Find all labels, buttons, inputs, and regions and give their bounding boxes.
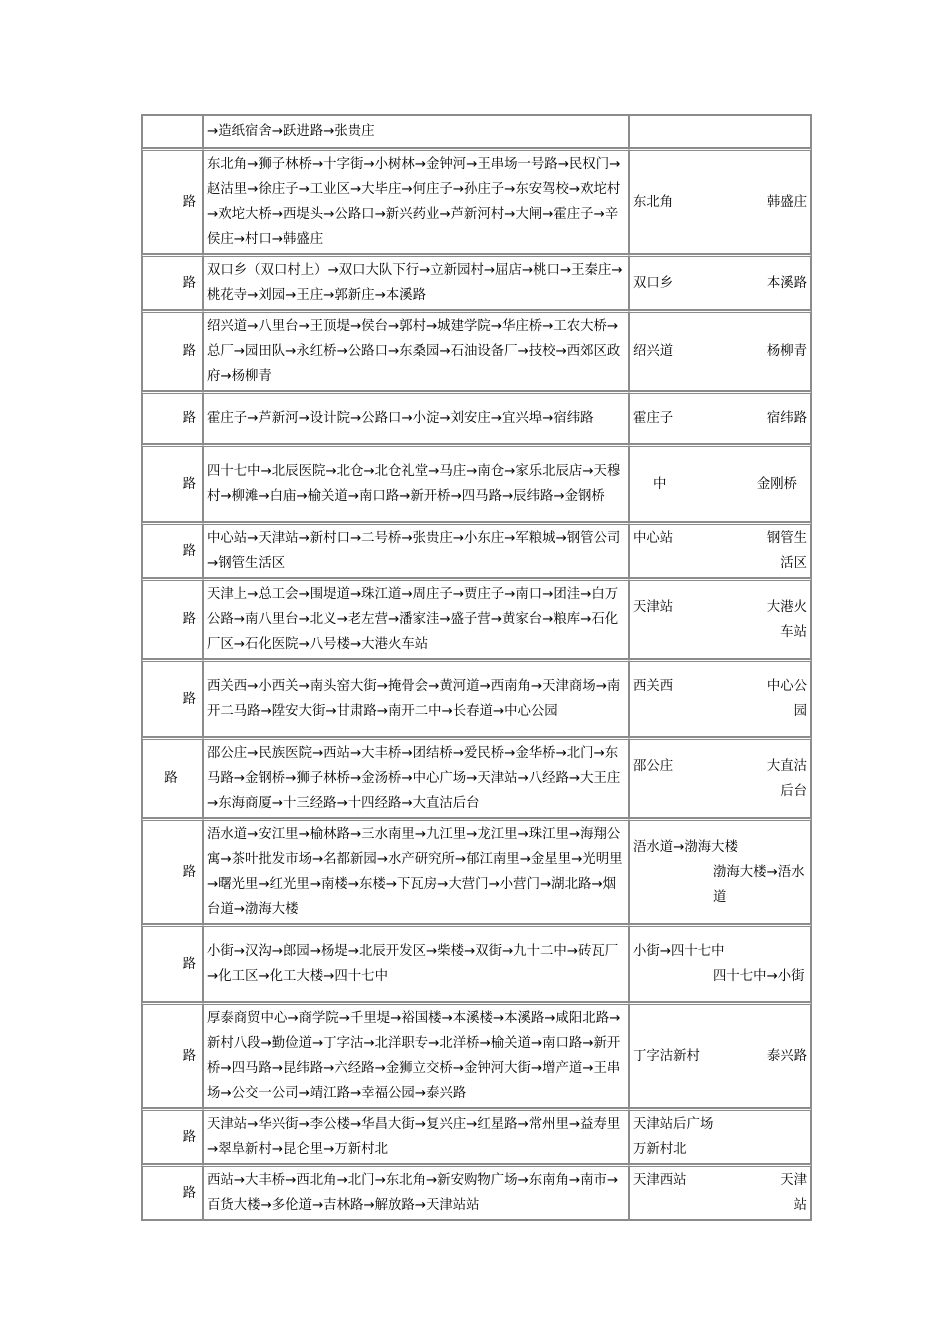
terminal-cell	[629, 444, 811, 522]
table-row	[142, 522, 811, 578]
route-stops-cell: 四十七中→北辰医院→北仓→北仓礼堂→马庄→南仓→家乐北辰店→天穆村→柳滩→白庙→榆关道→南口路→新开桥→四马路→辰纬路→金钢桥	[203, 444, 629, 522]
route-number-cell: 路	[142, 310, 203, 391]
route-stops-cell: 天津站→华兴街→李公楼→华昌大街→复兴庄→红星路→常州里→益寿里→翠阜新村→昆仑里→万新村北	[203, 1108, 629, 1164]
terminal-end: 四十七中→小街	[713, 969, 805, 984]
terminal-start: 天津西站	[633, 1173, 687, 1188]
route-stops-cell: 西站→大丰桥→西北角→北门→东北角→新安购物广场→东南角→南市→百货大楼→多伦道→吉林路→解放路→天津站站	[203, 1164, 629, 1220]
terminal-start: 中	[653, 476, 667, 492]
route-stops-cell: 中心站→天津站→新村口→二号桥→张贵庄→小东庄→军粮城→钢管公司→钢管生活区	[203, 522, 629, 578]
terminal-end: 渤海大楼→浯水道	[713, 864, 805, 905]
terminal-start: 霍庄子	[633, 411, 674, 426]
terminal-end: 杨柳青	[766, 344, 807, 359]
table-row	[142, 310, 811, 391]
table-row	[142, 1108, 811, 1164]
terminal-cell	[629, 737, 811, 818]
route-stops-cell: 小街→汉沟→郎园→杨堤→北辰开发区→柴楼→双街→九十二中→砖瓦厂→化工区→化工大楼→四十七中	[203, 924, 629, 1002]
table-row	[142, 444, 811, 522]
terminal-cell	[629, 391, 811, 444]
route-number-cell: 路	[142, 522, 203, 578]
table-row	[142, 818, 811, 924]
terminal-start: 丁字沽新村	[633, 1048, 700, 1064]
terminal-end: 韩盛庄	[766, 194, 807, 210]
route-number-cell: 路	[142, 1164, 203, 1220]
route-stops-cell: 东北角→狮子林桥→十字街→小树林→金钟河→王串场一号路→民权门→赵沽里→徐庄子→工业区→大毕庄→何庄子→孙庄子→东安驾校→欢坨村→欢坨大桥→西堤头→公路口→新兴药业→芦新河村→大闸→霍庄子→辛侯庄→村口→韩盛庄	[203, 148, 629, 254]
terminal-start: 天津站后广场	[633, 1117, 714, 1132]
route-stops-cell: 霍庄子→芦新河→设计院→公路口→小淀→刘安庄→宜兴埠→宿纬路	[203, 391, 629, 444]
route-number-cell: 路	[142, 578, 203, 659]
route-number-cell: 路	[142, 1002, 203, 1108]
route-number-cell: 路	[142, 444, 203, 522]
terminal-cell	[629, 1164, 811, 1220]
table-row	[142, 659, 811, 737]
route-number-cell: 路	[142, 254, 203, 310]
terminal-end: 大直沽后台	[766, 758, 807, 799]
terminal-start: 绍兴道	[633, 344, 674, 359]
terminal-cell	[629, 578, 811, 659]
route-stops-cell: 浯水道→安江里→榆林路→三水南里→九江里→龙江里→珠江里→海翔公寓→茶叶批发市场→名都新园→水产研究所→郁江南里→金星里→光明里→曙光里→红光里→南楼→东楼→下瓦房→大营门→小营门→湖北路→烟台道→渤海大楼	[203, 818, 629, 924]
table-row	[142, 391, 811, 444]
route-stops-cell: 天津上→总工会→围堤道→珠江道→周庄子→贾庄子→南口→团洼→白万公路→南八里台→北义→老左营→潘家洼→盛子营→黄家台→粮库→石化厂区→石化医院→八号楼→大港火车站	[203, 578, 629, 659]
terminal-end: 中心公园	[766, 679, 807, 719]
table-row	[142, 254, 811, 310]
terminal-start: 西关西	[633, 679, 674, 694]
terminal-start: 天津站	[633, 599, 674, 615]
table-row	[142, 578, 811, 659]
table-row	[142, 924, 811, 1002]
terminal-end: 万新村北	[633, 1142, 687, 1157]
route-number-cell	[142, 115, 203, 148]
route-number-cell: 路	[142, 818, 203, 924]
terminal-cell	[629, 522, 811, 578]
table-row	[142, 737, 811, 818]
terminal-end: 本溪路	[766, 275, 807, 291]
route-stops-cell: →造纸宿舍→跃进路→张贵庄	[203, 115, 629, 148]
terminal-end: 钢管生活区	[766, 531, 807, 571]
terminal-start: 邵公庄	[633, 758, 674, 774]
route-number-cell: 路	[142, 659, 203, 737]
route-stops-cell: 双口乡（双口村上）→双口大队下行→立新园村→屈店→桃口→王秦庄→桃花寺→刘园→王庄→郭新庄→本溪路	[203, 254, 629, 310]
terminal-start: 小街→四十七中	[633, 944, 725, 959]
terminal-cell	[629, 924, 811, 1002]
terminal-end: 金刚桥	[756, 476, 797, 492]
terminal-end: 大港火车站	[766, 599, 807, 640]
route-stops-cell: 厚泰商贸中心→商学院→千里堤→裕国楼→本溪楼→本溪路→咸阳北路→新村八段→勤俭道→丁字沽→北洋职专→北洋桥→榆关道→南口路→新开桥→四马路→昆纬路→六经路→金狮立交桥→金钟河大街→增产道→王串场→公交一公司→靖江路→幸福公园→泰兴路	[203, 1002, 629, 1108]
table-row	[142, 1002, 811, 1108]
route-number-cell: 路	[142, 391, 203, 444]
terminal-end: 泰兴路	[766, 1048, 807, 1064]
table-row	[142, 115, 811, 148]
route-number-cell: 路	[142, 924, 203, 1002]
terminal-cell	[629, 1108, 811, 1164]
route-stops-cell: 邵公庄→民族医院→西站→大丰桥→团结桥→爱民桥→金华桥→北门→东马路→金钢桥→狮子林桥→金汤桥→中心广场→天津站→八经路→大王庄→东海商厦→十三经路→十四经路→大直沽后台	[203, 737, 629, 818]
terminal-start: 东北角	[633, 194, 674, 210]
terminal-cell	[629, 659, 811, 737]
terminal-cell	[629, 818, 811, 924]
terminal-cell	[629, 310, 811, 391]
bus-route-table	[141, 114, 812, 1221]
terminal-end: 天津站	[780, 1173, 807, 1213]
terminal-end: 宿纬路	[766, 411, 807, 426]
route-stops-cell: 绍兴道→八里台→王顶堤→侯台→郭村→城建学院→华庄桥→工农大桥→总厂→园田队→永红桥→公路口→东桑园→石油设备厂→技校→西郊区政府→杨柳青	[203, 310, 629, 391]
route-stops-cell: 西关西→小西关→南头窑大街→掩骨会→黄河道→西南角→天津商场→南开二马路→陞安大街→甘肃路→南开二中→长春道→中心公园	[203, 659, 629, 737]
route-number-cell: 路	[142, 737, 203, 818]
route-number-cell: 路	[142, 1108, 203, 1164]
route-number-cell: 路	[142, 148, 203, 254]
terminal-cell	[629, 1002, 811, 1108]
table-row	[142, 148, 811, 254]
terminal-cell	[629, 254, 811, 310]
terminal-cell	[629, 115, 811, 148]
terminal-start: 双口乡	[633, 275, 674, 291]
table-row	[142, 1164, 811, 1220]
terminal-cell	[629, 148, 811, 254]
terminal-start: 中心站	[633, 531, 674, 546]
terminal-start: 浯水道→渤海大楼	[633, 839, 738, 855]
